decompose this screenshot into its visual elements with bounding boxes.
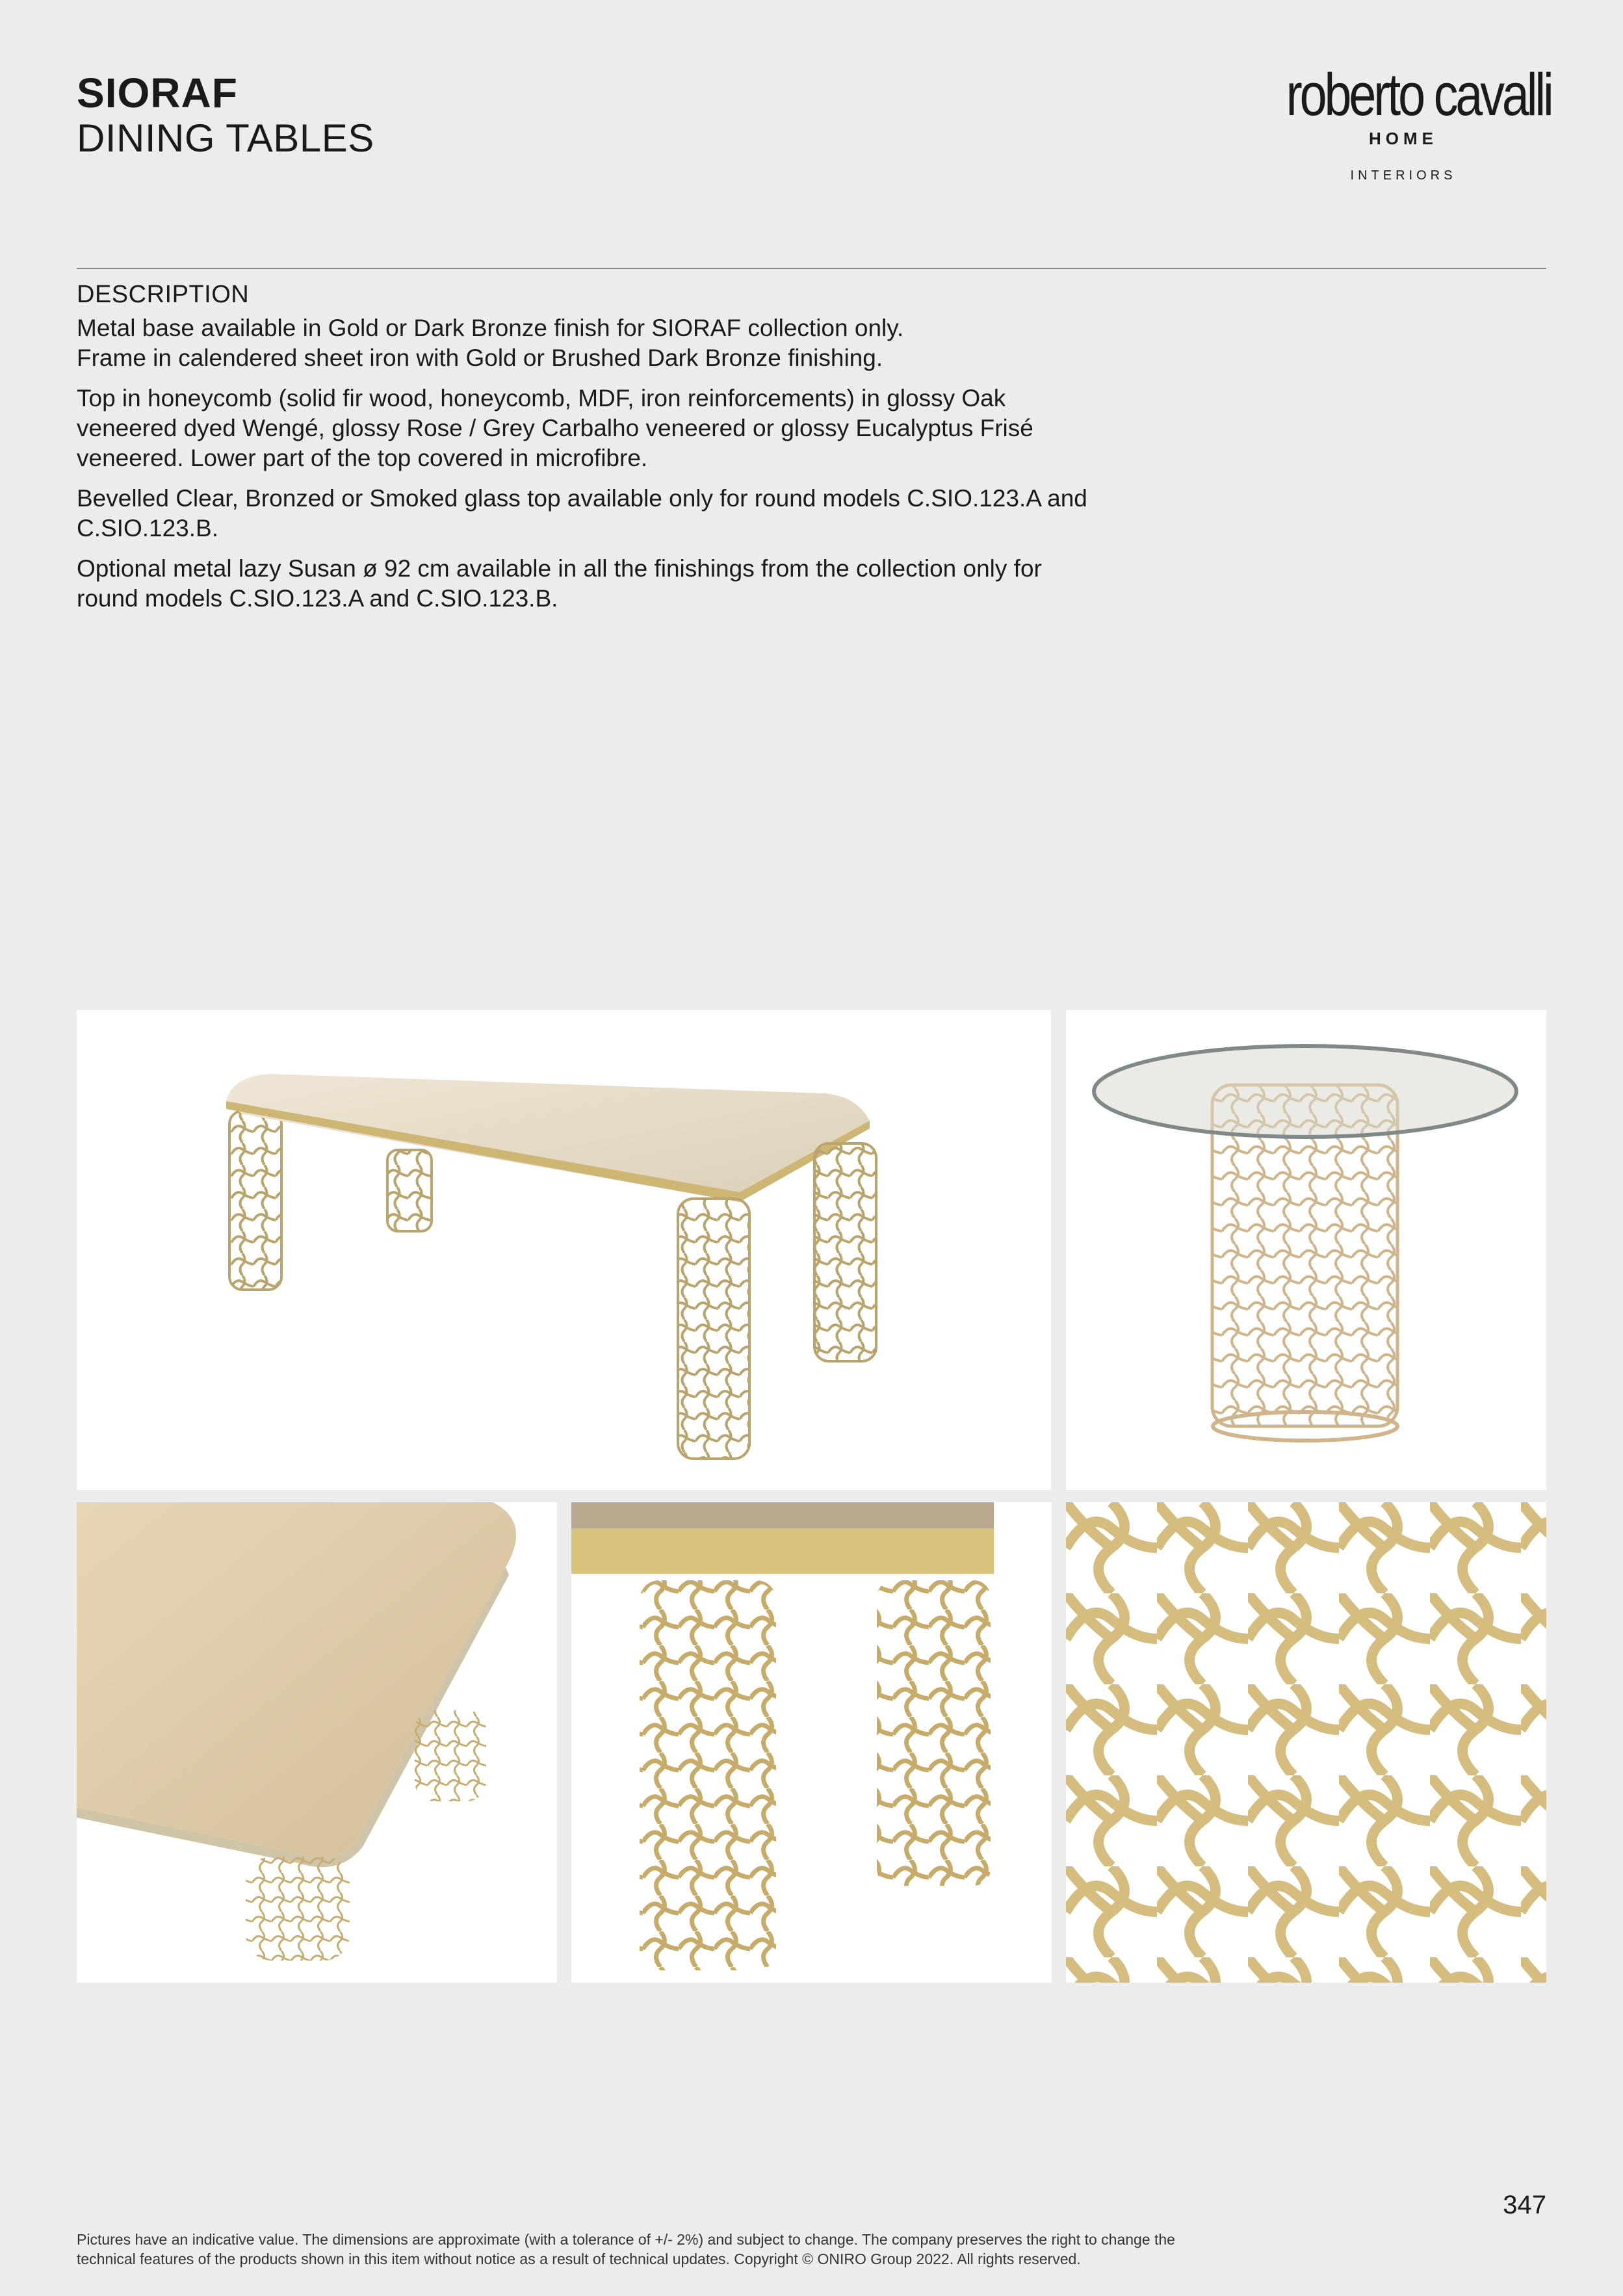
mesh-detail-illustration: [1066, 1502, 1546, 1983]
page-title: SIORAF: [77, 70, 238, 116]
brand-home-label: HOME: [1369, 129, 1438, 148]
footer-line: Pictures have an indicative value. The dimensions are approximate (with a tolerance of +/- 2%) and subject to change. The company preserves the right to change the: [77, 2231, 1175, 2248]
table-top-corner-photo: [77, 1502, 557, 1983]
description-paragraph: [77, 313, 1091, 373]
description-section: [77, 277, 1091, 624]
description-line: Metal base available in Gold or Dark Bronze finish for SIORAF collection only.: [77, 315, 904, 341]
page-number: 347: [1503, 2191, 1546, 2219]
brand-interiors-label: INTERIORS: [1350, 168, 1457, 183]
rectangular-table-photo: [77, 1010, 1051, 1490]
table-top-corner-illustration: [77, 1502, 557, 1983]
brand-logo: [1260, 62, 1552, 183]
round-glass-table-photo: [1066, 1010, 1546, 1490]
description-paragraph: Bevelled Clear, Bronzed or Smoked glass top available only for round models C.SIO.123.A and C.SIO.123.B.: [77, 485, 1087, 541]
header-divider: [77, 268, 1546, 269]
round-table-illustration: [1066, 1010, 1546, 1490]
description-paragraph: Optional metal lazy Susan ø 92 cm available in all the finishings from the collection only for round models C.SIO.123.A and C.SIO.123.B.: [77, 555, 1042, 612]
brand-wordmark: roberto cavalli: [1286, 62, 1552, 128]
legs-closeup-illustration: [571, 1502, 1052, 1983]
legs-closeup-photo: [571, 1502, 1052, 1983]
rectangular-table-illustration: [77, 1010, 1051, 1490]
page-subtitle: DINING TABLES: [77, 116, 374, 160]
description-heading: DESCRIPTION: [77, 281, 250, 308]
footer-line: technical features of the products shown in this item without notice as a result of technical updates. Copyright © ONIRO Group 2022. All rights reserved.: [77, 2250, 1081, 2267]
description-line: Frame in calendered sheet iron with Gold or Brushed Dark Bronze finishing.: [77, 345, 883, 371]
description-paragraph: Top in honeycomb (solid fir wood, honeycomb, MDF, iron reinforcements) in glossy Oak veneered dyed Wengé, glossy Rose / Grey Carbalho veneered or glossy Eucalyptus Frisé veneered. Lower part of the top covered in microfibre.: [77, 385, 1033, 471]
metal-mesh-detail-photo: [1066, 1502, 1546, 1983]
footer-disclaimer: [77, 2230, 1377, 2269]
title-block: [77, 70, 374, 161]
